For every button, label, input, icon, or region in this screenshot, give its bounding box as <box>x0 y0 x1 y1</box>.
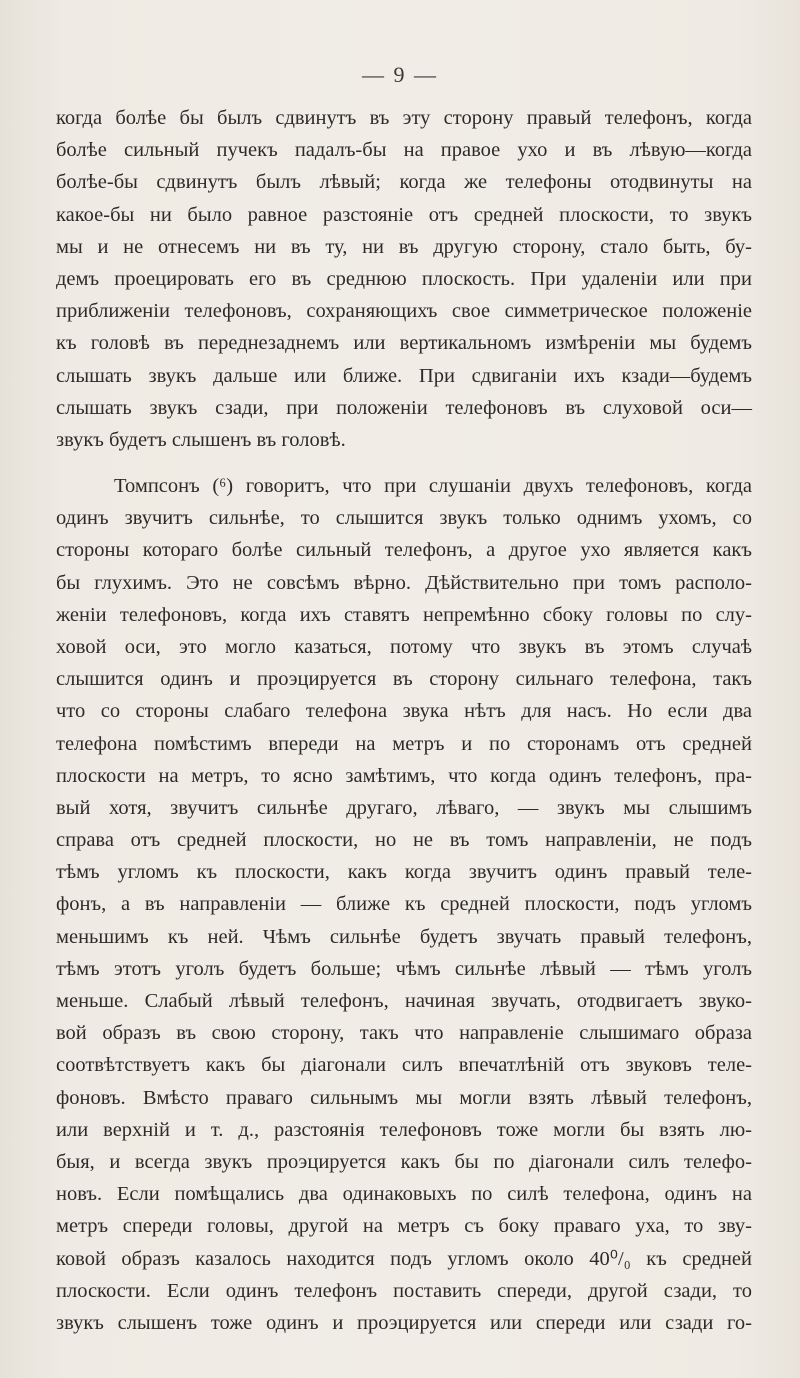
text-line: звукъ будетъ слышенъ въ головѣ. <box>56 428 346 451</box>
text-line: что со стороны слабаго телефона звука нѣтъ для насъ. Но если два <box>56 700 752 723</box>
text-line: быя, и всегда звукъ проэцируется какъ бы по діагонали силъ телефо- <box>56 1150 752 1173</box>
text-line: звукъ слышенъ тоже одинъ и проэцируется или спереди или сзади го- <box>56 1311 752 1334</box>
text-line: фоновъ. Вмѣсто праваго сильнымъ мы могли взять лѣвый телефонъ, <box>56 1086 752 1109</box>
text-line: ковой образъ казалось находится подъ угломъ около 40⁰/₀ къ средней <box>56 1247 752 1270</box>
text-line: телефона помѣстимъ впереди на метръ и по сторонамъ отъ средней <box>56 732 752 755</box>
paragraph-2 <box>56 470 752 1339</box>
text-line: одинъ звучитъ сильнѣе, то слышится звукъ только однимъ ухомъ, со <box>56 507 752 530</box>
text-line: стороны котораго болѣе сильный телефонъ, а другое ухо является какъ <box>56 539 752 562</box>
text-line: женіи телефоновъ, когда ихъ ставятъ непремѣнно сбоку головы по слу- <box>56 603 752 626</box>
text-line: болѣе сильный пучекъ падалъ-бы на правое ухо и въ лѣвую—когда <box>56 139 752 162</box>
text-line: когда болѣе бы былъ сдвинутъ въ эту сторону правый телефонъ, когда <box>56 107 752 129</box>
text-line: тѣмъ угломъ къ плоскости, какъ когда звучитъ одинъ правый теле- <box>56 861 752 884</box>
text-line: плоскости. Если одинъ телефонъ поставить спереди, другой сзади, то <box>56 1279 752 1302</box>
text-line: слышать звукъ сзади, при положеніи телефоновъ въ слуховой оси— <box>56 396 752 419</box>
text-line: слышится одинъ и проэцируется въ сторону сильнаго телефона, такъ <box>56 668 752 691</box>
paragraph-1 <box>56 102 752 456</box>
text-line: вой образъ въ свою сторону, такъ что направленіе слышимаго образа <box>56 1022 752 1045</box>
text-line: вый хотя, звучитъ сильнѣе другаго, лѣваго, — звукъ мы слышимъ <box>56 796 752 819</box>
text-line: къ головѣ въ переднезаднемъ или вертикальномъ измѣреніи мы будемъ <box>56 332 752 355</box>
text-line: слышать звукъ дальше или ближе. При сдвиганіи ихъ кзади—будемъ <box>56 364 752 387</box>
text-line: меньшимъ къ ней. Чѣмъ сильнѣе будетъ звучать правый телефонъ, <box>56 925 752 948</box>
page-number: — 9 — <box>362 62 438 87</box>
text-line: соотвѣтствуетъ какъ бы діагонали силъ впечатлѣній отъ звуковъ теле- <box>56 1054 752 1077</box>
text-line: метръ спереди головы, другой на метръ съ боку праваго уха, то зву- <box>56 1215 752 1238</box>
text-line: справа отъ средней плоскости, но не въ томъ направленіи, не подъ <box>56 829 752 852</box>
text-line: меньше. Слабый лѣвый телефонъ, начиная звучать, отодвигаетъ звуко- <box>56 990 752 1012</box>
text-line: болѣе-бы сдвинутъ былъ лѣвый; когда же телефоны отодвинуты на <box>56 171 752 194</box>
text-line: или верхній и т. д., разстоянія телефоновъ тоже могли бы взять лю- <box>56 1118 752 1141</box>
text-line: приближеніи телефоновъ, сохраняющихъ свое симметрическое положеніе <box>56 300 752 323</box>
text-line: ховой оси, это могло казаться, потому что звукъ въ этомъ случаѣ <box>56 635 752 658</box>
text-line: мы и не отнесемъ ни въ ту, ни въ другую сторону, стало быть, бу- <box>56 235 752 258</box>
text-line: новъ. Если помѣщались два одинаковыхъ по силѣ телефона, одинъ на <box>56 1183 752 1206</box>
text-line: демъ проецировать его въ среднюю плоскость. При удаленіи или при <box>56 267 752 290</box>
text-line: тѣмъ этотъ уголъ будетъ больше; чѣмъ сильнѣе лѣвый — тѣмъ уголъ <box>56 957 752 980</box>
text-line: Томпсонъ (⁶) говоритъ, что при слушаніи двухъ телефоновъ, когда <box>114 475 752 497</box>
text-line: бы глухимъ. Это не совсѣмъ вѣрно. Дѣйствительно при томъ располо- <box>56 571 752 594</box>
text-line: плоскости на метръ, то ясно замѣтимъ, что когда одинъ телефонъ, пра- <box>56 764 752 787</box>
text-line: какое-бы ни было равное разстояніе отъ средней плоскости, то звукъ <box>56 203 752 226</box>
text-line: фонъ, а въ направленіи — ближе къ средней плоскости, подъ угломъ <box>56 893 752 916</box>
